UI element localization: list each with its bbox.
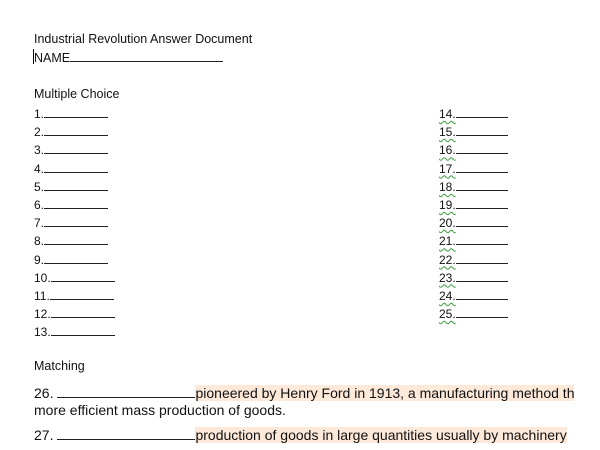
mc-answer-blank[interactable] xyxy=(44,233,108,245)
mc-answer-blank[interactable] xyxy=(44,252,108,264)
name-blank-line[interactable] xyxy=(70,50,223,62)
mc-answer-item[interactable] xyxy=(34,178,115,196)
mc-answer-blank[interactable] xyxy=(50,288,114,300)
mc-item-number: 2. xyxy=(34,125,45,140)
matching-item-number: 27. xyxy=(34,427,54,443)
mc-answer-blank[interactable] xyxy=(44,142,108,154)
mc-answer-item[interactable] xyxy=(439,269,508,287)
mc-right-column xyxy=(439,105,508,323)
mc-answer-blank[interactable] xyxy=(44,215,108,227)
matching-answer-blank[interactable] xyxy=(57,384,195,398)
mc-answer-blank[interactable] xyxy=(456,106,508,118)
mc-answer-blank[interactable] xyxy=(456,179,508,191)
mc-answer-item[interactable] xyxy=(439,251,508,269)
mc-item-number: 11. xyxy=(34,288,50,303)
mc-item-number: 17. xyxy=(439,161,456,176)
mc-answer-item[interactable] xyxy=(439,105,508,123)
mc-item-number: 5. xyxy=(34,179,45,194)
mc-item-number: 15. xyxy=(439,125,456,140)
matching-item-26-continuation: more efficient mass production of goods. xyxy=(34,402,286,418)
mc-answer-item[interactable] xyxy=(34,269,115,287)
mc-answer-item[interactable] xyxy=(34,251,115,269)
mc-item-number: 24. xyxy=(439,288,456,303)
document-title: Industrial Revolution Answer Document xyxy=(34,32,253,46)
mc-answer-item[interactable] xyxy=(34,214,115,232)
mc-answer-item[interactable] xyxy=(439,214,508,232)
mc-answer-blank[interactable] xyxy=(456,233,508,245)
mc-item-number: 14. xyxy=(439,107,456,121)
mc-answer-blank[interactable] xyxy=(456,252,508,264)
mc-answer-item[interactable] xyxy=(34,323,115,341)
mc-answer-item[interactable] xyxy=(439,196,508,214)
mc-item-number: 7. xyxy=(34,216,45,231)
mc-left-column xyxy=(34,105,115,341)
mc-item-number: 25. xyxy=(439,307,456,322)
mc-answer-blank[interactable] xyxy=(51,270,115,282)
mc-item-number: 18. xyxy=(439,179,456,194)
mc-item-number: 1. xyxy=(34,107,45,121)
mc-answer-blank[interactable] xyxy=(44,124,108,136)
mc-item-number: 10. xyxy=(34,270,51,285)
matching-item-26[interactable] xyxy=(34,384,600,401)
mc-item-number: 4. xyxy=(34,161,45,176)
mc-answer-item[interactable] xyxy=(34,141,115,159)
mc-item-number: 8. xyxy=(34,234,45,249)
mc-item-number: 6. xyxy=(34,197,45,212)
matching-item-text: production of goods in large quantities usually by machinery xyxy=(195,427,567,443)
mc-answer-item[interactable] xyxy=(439,123,508,141)
mc-answer-item[interactable] xyxy=(34,232,115,250)
mc-item-number: 20. xyxy=(439,216,456,231)
mc-answer-blank[interactable] xyxy=(456,215,508,227)
mc-answer-blank[interactable] xyxy=(456,288,508,300)
mc-answer-blank[interactable] xyxy=(51,306,115,318)
mc-answer-blank[interactable] xyxy=(44,106,108,118)
mc-answer-item[interactable] xyxy=(34,160,115,178)
mc-answer-item[interactable] xyxy=(439,305,508,323)
name-label: NAME xyxy=(34,51,71,65)
matching-item-number: 26. xyxy=(34,385,54,401)
mc-answer-item[interactable] xyxy=(439,232,508,250)
mc-item-number: 23. xyxy=(439,270,456,285)
matching-item-text: pioneered by Henry Ford in 1913, a manufacturing method th xyxy=(195,385,575,401)
mc-answer-blank[interactable] xyxy=(44,161,108,173)
mc-answer-item[interactable] xyxy=(439,141,508,159)
mc-item-number: 9. xyxy=(34,252,45,267)
mc-answer-item[interactable] xyxy=(34,196,115,214)
mc-item-number: 3. xyxy=(34,143,45,158)
mc-answer-blank[interactable] xyxy=(51,324,115,336)
mc-answer-blank[interactable] xyxy=(456,161,508,173)
mc-item-number: 22. xyxy=(439,252,456,267)
mc-answer-item[interactable] xyxy=(34,287,115,305)
mc-answer-item[interactable] xyxy=(34,123,115,141)
mc-item-number: 13. xyxy=(34,325,51,340)
matching-item-27[interactable] xyxy=(34,426,600,443)
mc-answer-item[interactable] xyxy=(439,287,508,305)
mc-item-number: 19. xyxy=(439,197,456,212)
mc-answer-blank[interactable] xyxy=(456,306,508,318)
matching-answer-blank[interactable] xyxy=(57,426,195,440)
mc-answer-blank[interactable] xyxy=(456,197,508,209)
mc-item-number: 16. xyxy=(439,143,456,158)
mc-answer-blank[interactable] xyxy=(456,270,508,282)
mc-answer-blank[interactable] xyxy=(44,179,108,191)
mc-item-number: 12. xyxy=(34,307,51,322)
mc-item-number: 21. xyxy=(439,234,456,249)
mc-answer-blank[interactable] xyxy=(456,142,508,154)
mc-answer-item[interactable] xyxy=(34,105,115,123)
matching-heading: Matching xyxy=(34,359,85,373)
mc-answer-blank[interactable] xyxy=(456,124,508,136)
mc-answer-blank[interactable] xyxy=(44,197,108,209)
multiple-choice-heading: Multiple Choice xyxy=(34,87,120,101)
mc-answer-item[interactable] xyxy=(439,178,508,196)
mc-answer-item[interactable] xyxy=(439,160,508,178)
mc-answer-item[interactable] xyxy=(34,305,115,323)
name-field[interactable] xyxy=(34,50,223,65)
